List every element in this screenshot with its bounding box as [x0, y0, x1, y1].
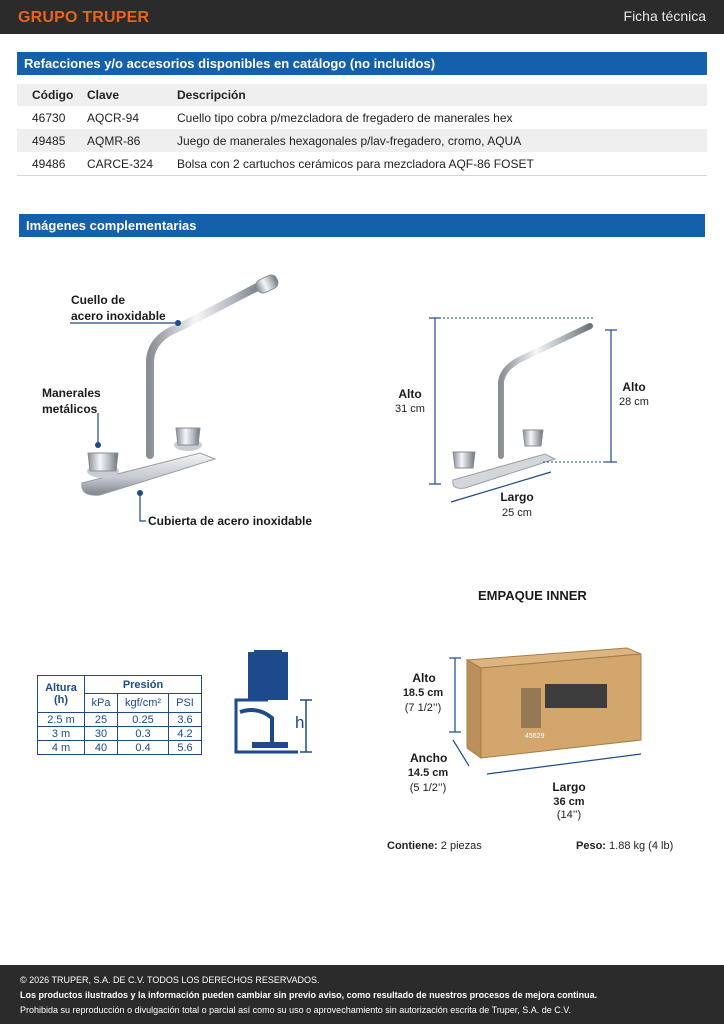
cell-description: Juego de manerales hexagonales p/lav-fregadero, cromo, AQUA [177, 129, 707, 152]
water-tank-diagram [228, 648, 318, 758]
footer-notice: Los productos ilustrados y la información pueden cambiar sin previo aviso, como resultado de nuestros procesos de mejora continua. [20, 990, 598, 1000]
cell-kpa: 25 [85, 713, 118, 727]
contains-label: Contiene: [387, 840, 438, 852]
package-width-in: (5 1/2’’) [409, 782, 447, 794]
table-row [38, 713, 202, 727]
accessories-section-title: Refacciones y/o accesorios disponibles en catálogo (no incluidos) [17, 52, 707, 75]
spout-height-label: Alto [622, 380, 646, 394]
pressure-height-header [38, 676, 85, 713]
package-length-cm: 36 cm [553, 796, 585, 808]
unit-psi: PSI [169, 694, 202, 713]
faucet-dimension-illustration [425, 312, 625, 512]
accessories-table [17, 84, 707, 176]
length-value: 25 cm [502, 507, 532, 519]
package-box-illustration [445, 640, 655, 785]
table-row [17, 152, 707, 176]
faucet-spout-tip [254, 273, 280, 295]
cell-code: 46730 [17, 106, 87, 129]
total-height-value: 31 cm [395, 403, 425, 415]
table-header-row [17, 84, 707, 106]
box-label [545, 684, 607, 708]
faucet-neck [150, 283, 265, 455]
left-handle [88, 453, 118, 471]
unit-kpa: kPa [85, 694, 118, 713]
table-row [38, 741, 202, 755]
cell-height: 3 m [38, 727, 85, 741]
package-length-in: (14’’) [556, 809, 582, 821]
spout-height-value: 28 cm [619, 396, 649, 408]
cover-label: Cubierta de acero inoxidable [148, 514, 313, 528]
box-side [467, 660, 481, 758]
handles-label-line1: Manerales [42, 386, 101, 400]
footer [0, 965, 724, 1024]
right-handle [523, 430, 543, 446]
package-height-label: Alto [412, 671, 436, 685]
handles-label-line2: metálicos [42, 402, 98, 416]
cell-psi: 3.6 [169, 713, 202, 727]
column-header-key: Clave [87, 84, 177, 106]
pressure-height-unit: (h) [53, 694, 69, 706]
table-row [17, 129, 707, 152]
box-code: 45629 [525, 733, 545, 740]
footer-legal: Prohibida su reproducción o divulgación total o parcial así como su uso o aprovechamiento sin autorización escrita de Truper, S.A. de C.V. [20, 1005, 571, 1015]
cell-kpa: 40 [85, 741, 118, 755]
weight-label: Peso: [576, 840, 606, 852]
table-row [38, 727, 202, 741]
cell-psi: 5.6 [169, 741, 202, 755]
pressure-header: Presión [85, 676, 202, 694]
cell-kgf: 0.3 [118, 727, 169, 741]
cell-code: 49486 [17, 152, 87, 176]
cell-code: 49485 [17, 129, 87, 152]
neck-label-line1: Cuello de [71, 293, 126, 307]
neck-label-line2: acero inoxidable [71, 309, 166, 323]
cell-height: 4 m [38, 741, 85, 755]
document-type: Ficha técnica [623, 8, 706, 24]
cell-description: Bolsa con 2 cartuchos cerámicos para mezcladora AQF-86 FOSET [177, 152, 707, 176]
cell-kgf: 0.4 [118, 741, 169, 755]
cell-key: CARCE-324 [87, 152, 177, 176]
package-height-in: (7 1/2’’) [404, 702, 442, 714]
water-tank-icon [248, 652, 288, 700]
package-length-label: Largo [552, 780, 586, 794]
top-bar [0, 0, 724, 34]
table-row [17, 106, 707, 129]
package-width-label: Ancho [410, 751, 448, 765]
cell-kpa: 30 [85, 727, 118, 741]
column-header-description: Descripción [177, 84, 707, 106]
images-section-title: Imágenes complementarias [19, 214, 705, 237]
length-label: Largo [500, 490, 534, 504]
brand-logo: GRUPO TRUPER [18, 9, 150, 26]
total-height-label: Alto [398, 387, 422, 401]
cell-kgf: 0.25 [118, 713, 169, 727]
cell-height: 2.5 m [38, 713, 85, 727]
column-header-code: Código [17, 84, 87, 106]
package-title: EMPAQUE INNER [478, 588, 587, 603]
weight-value: 1.88 kg (4 lb) [609, 840, 674, 852]
pressure-height-title: Altura [45, 682, 77, 694]
cell-key: AQCR-94 [87, 106, 177, 129]
left-handle [453, 452, 475, 468]
contains-info [387, 840, 482, 852]
cell-description: Cuello tipo cobra p/mezcladora de fregadero de manerales hex [177, 106, 707, 129]
cell-psi: 4.2 [169, 727, 202, 741]
h-label: h [295, 713, 305, 732]
footer-copyright: © 2026 TRUPER, S.A. DE C.V. TODOS LOS DERECHOS RESERVADOS. [20, 975, 320, 985]
faucet-icon [252, 742, 288, 748]
package-width-cm: 14.5 cm [407, 767, 449, 779]
right-handle [176, 428, 200, 445]
contains-value: 2 piezas [440, 840, 482, 852]
weight-info [576, 840, 673, 852]
pressure-table [37, 675, 202, 755]
cell-key: AQMR-86 [87, 129, 177, 152]
package-height-cm: 18.5 cm [402, 687, 444, 699]
unit-kgf: kgf/cm² [118, 694, 169, 713]
faucet-neck [501, 326, 590, 456]
